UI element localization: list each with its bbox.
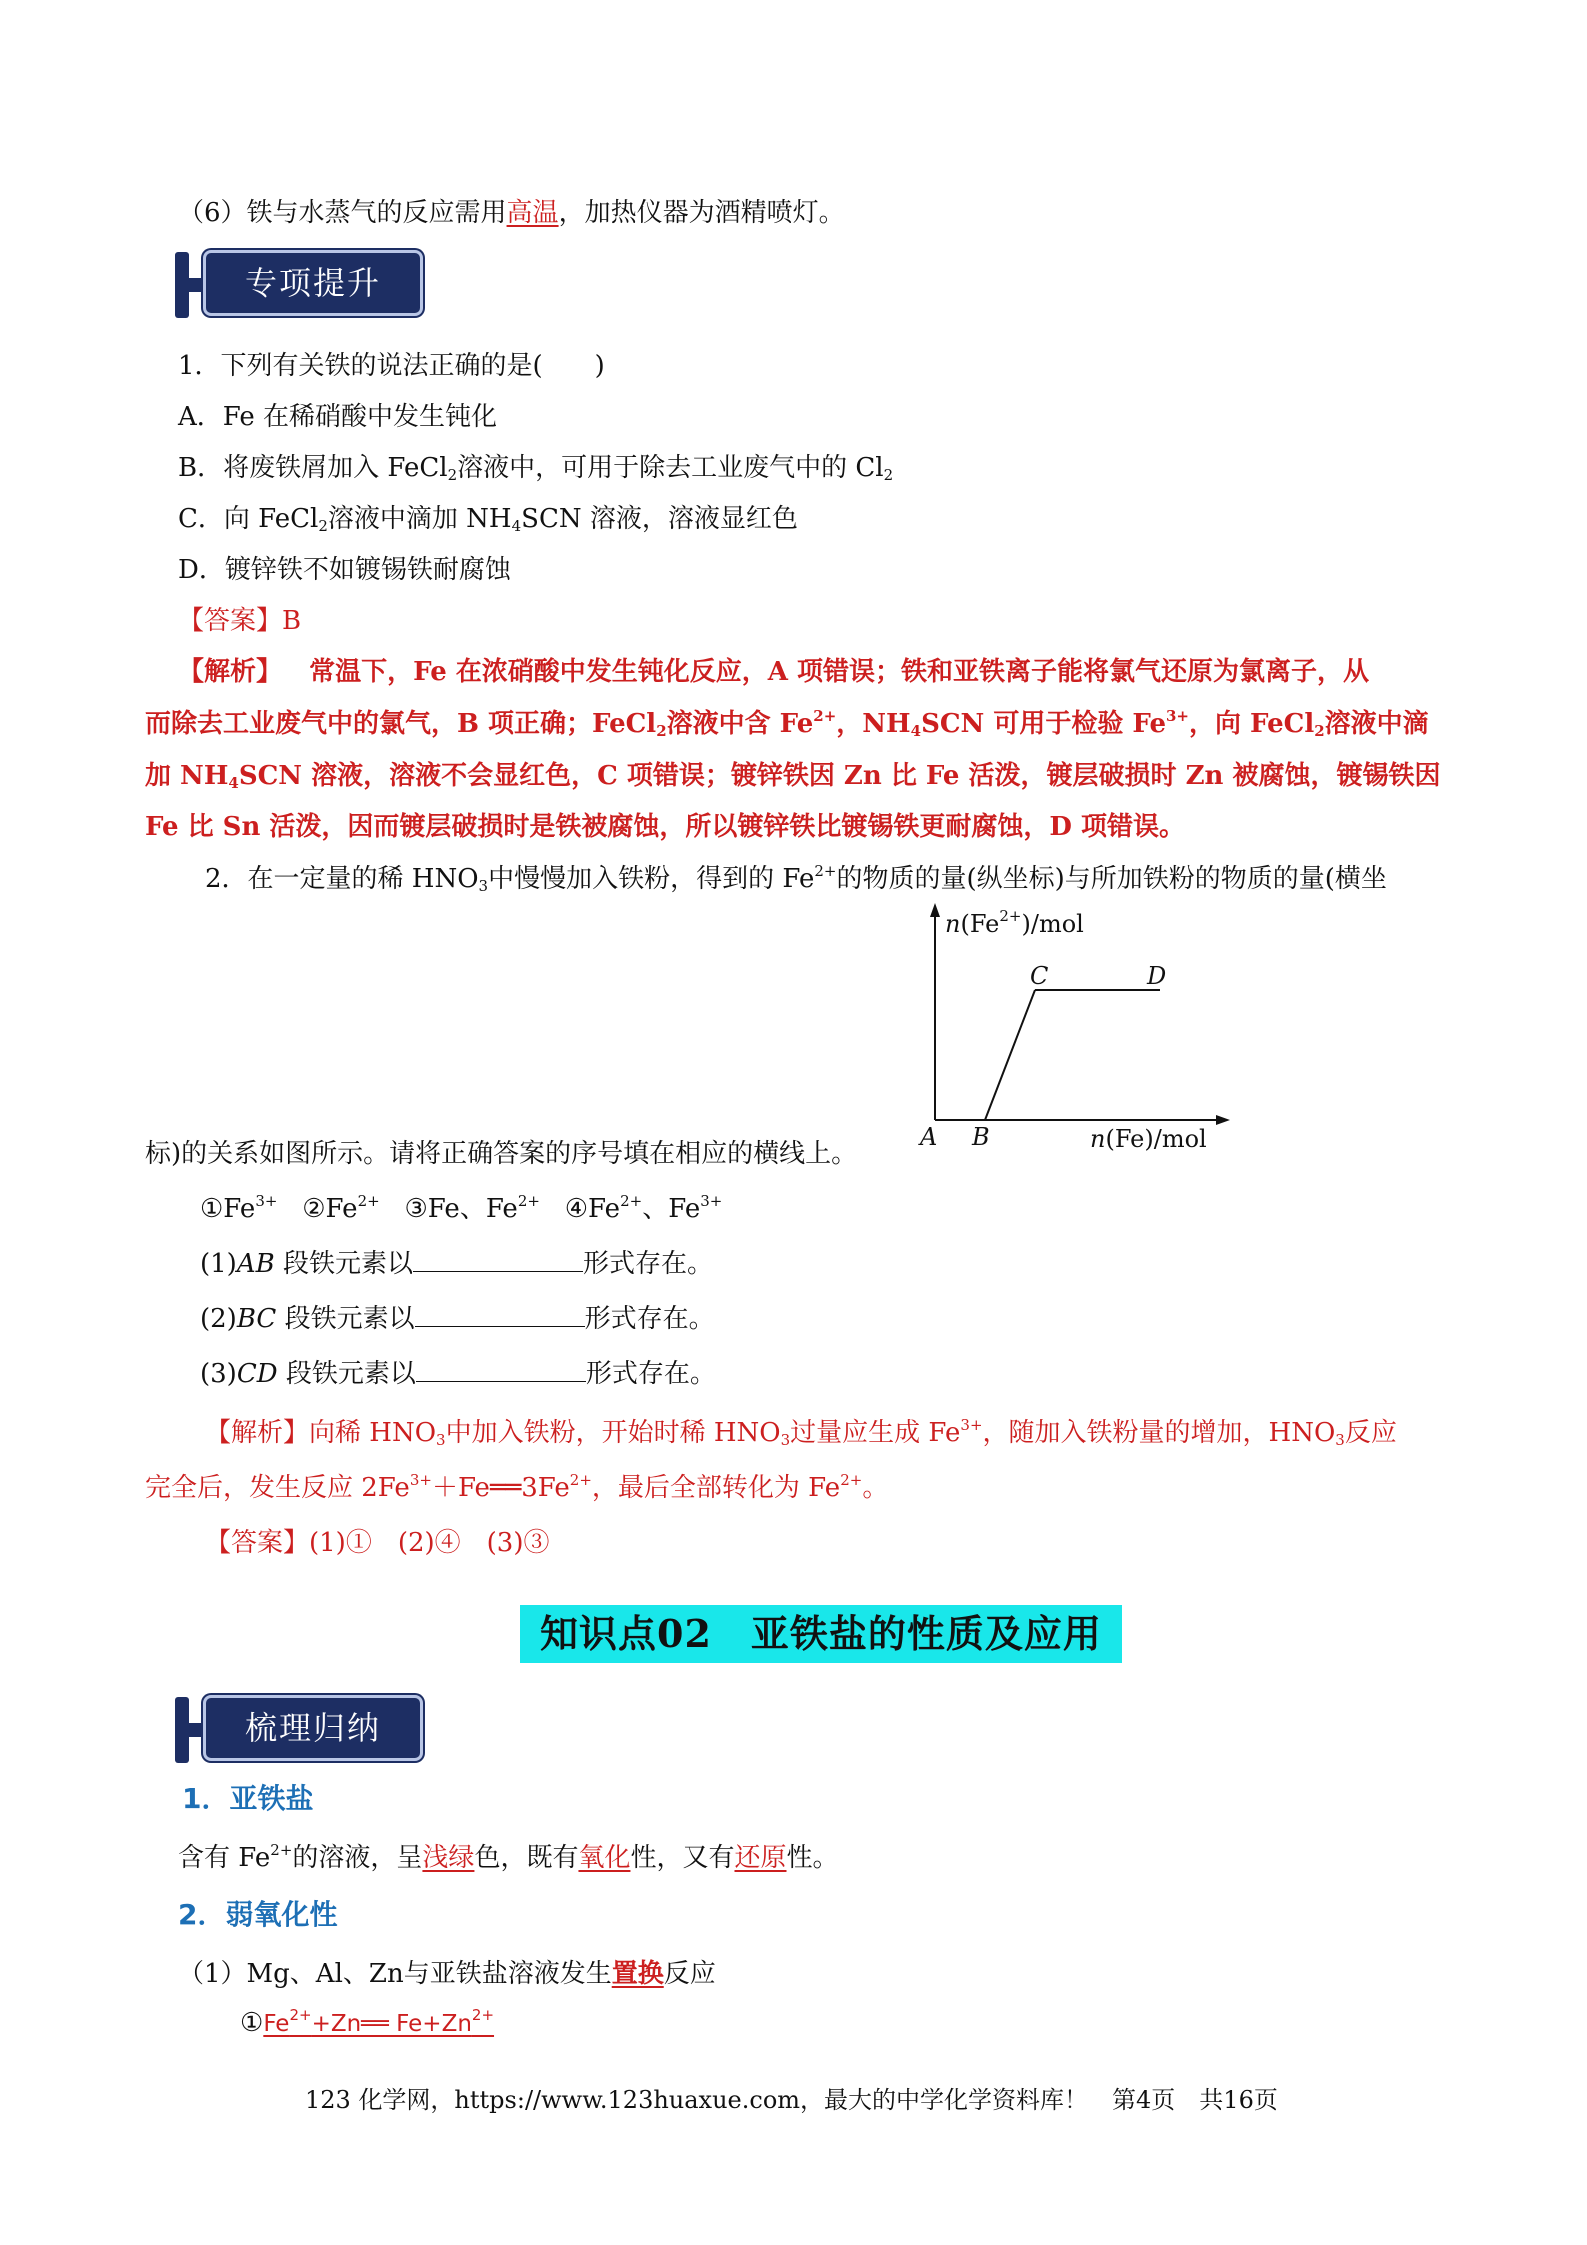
q2-options: $①Fe^{3+}$ $②Fe^{2+}$ ③Fe、$Fe^{2+}$ $④Fe^{2+}$、$Fe^{3+}$ xyxy=(200,1192,723,1224)
q1-answer: 【答案】B xyxy=(178,606,302,636)
q2-sub2: (2)BC 段铁元素以 形式存在。 xyxy=(200,1304,715,1334)
q1-analysis-line3: 加 $NH_4SCN$ 溶液，溶液不会显红色，C 项错误；镀锌铁因 Zn 比 Fe 活泼，镀层破损时 Zn 被腐蚀，镀锡铁因 xyxy=(145,761,1441,792)
q1-analysis-line2: 而除去工业废气中的氯气，B 项正确；FeCl$_2$溶液中含 $Fe^{2+}$，$NH_4SCN$ 可用于检验 $Fe^{3+}$，向 FeCl$_2$溶液中滴 xyxy=(145,707,1429,740)
graph-point-c: C xyxy=(1030,962,1049,990)
section-badge-summary xyxy=(175,1695,430,1765)
q2-analysis-line1: 【解析】向稀 $HNO_3$中加入铁粉，开始时稀 $HNO_3$过量应生成 $Fe^{3+}$，随加入铁粉量的增加，$HNO_3$反应 xyxy=(205,1416,1397,1449)
q1-option-d: D．镀锌铁不如镀锡铁耐腐蚀 xyxy=(178,555,511,585)
page-footer: 123 化学网，https://www.123huaxue.com，最大的中学化学资料库！ 第4页 共16页 xyxy=(305,2086,1278,2114)
q2-analysis-line2: 完全后，发生反应 $2Fe^{3+}+Fe══3Fe^{2+}$，最后全部转化为 $Fe^{2+}$。 xyxy=(145,1471,889,1503)
graph-point-b: B xyxy=(972,1123,990,1151)
answer-blank[interactable] xyxy=(416,1359,586,1382)
q1-stem: 1．下列有关铁的说法正确的是( ) xyxy=(178,351,605,381)
answer-blank[interactable] xyxy=(415,1304,585,1327)
ferrous-salt-desc: 含有 $Fe^{2+}$的溶液，呈浅绿色，既有氧化性，又有还原性。 xyxy=(178,1841,839,1873)
graph-point-a: A xyxy=(920,1123,938,1151)
badge-label: 梳理归纳 xyxy=(244,1709,381,1747)
q1-option-c: C．向 FeCl$_2$溶液中滴加 $NH_4SCN$ 溶液，溶液显红色 xyxy=(178,504,798,535)
q1-option-a: A．Fe 在稀硝酸中发生钝化 xyxy=(178,402,498,432)
graph-point-d: D xyxy=(1147,962,1167,990)
q2-stem-line2: 标)的关系如图所示。请将正确答案的序号填在相应的横线上。 xyxy=(145,1139,858,1169)
section-badge-special xyxy=(175,250,430,320)
badge-label: 专项提升 xyxy=(244,264,381,302)
q1-analysis-line4: Fe 比 Sn 活泼，因而镀层破损时是铁被腐蚀，所以镀锌铁比镀锡铁更耐腐蚀，D 项错误。 xyxy=(145,812,1186,842)
q1-option-b: B．将废铁屑加入 FeCl$_2$溶液中，可用于除去工业废气中的 $Cl_2$ xyxy=(178,453,894,484)
section-heading-weak-oxidation: 2．弱氧化性 xyxy=(178,1898,338,1931)
intro-line: （6）铁与水蒸气的反应需用高温，加热仪器为酒精喷灯。 xyxy=(178,198,845,228)
answer-blank[interactable] xyxy=(413,1249,583,1272)
q2-sub1: (1)AB 段铁元素以 形式存在。 xyxy=(200,1249,714,1279)
q2-answer: 【答案】(1)① (2)④ (3)③ xyxy=(205,1528,550,1558)
knowledge-point-title: 知识点02 亚铁盐的性质及应用 xyxy=(520,1605,1122,1663)
section-heading-ferrous-salt: 1．亚铁盐 xyxy=(182,1782,314,1815)
weak-oxidation-line1: （1）Mg、Al、Zn与亚铁盐溶液发生置换反应 xyxy=(178,1959,716,1989)
q1-analysis-line1: 【解析】 常温下，Fe 在浓硝酸中发生钝化反应，A 项错误；铁和亚铁离子能将氯气还原为氯离子，从 xyxy=(178,657,1370,687)
q2-stem-line1: 2．在一定量的稀 $HNO_3$中慢慢加入铁粉，得到的 $Fe^{2+}$的物质的量(纵坐标)与所加铁粉的物质的量(横坐 xyxy=(205,862,1387,895)
weak-oxidation-equation: $①Fe^{2+}+Zn══$ $Fe+Zn^{2+}$ xyxy=(240,2006,495,2038)
graph-xlabel: n(Fe)/mol xyxy=(1090,1125,1207,1153)
graph-ylabel: $n(Fe^{2+})$/mol xyxy=(945,907,1084,938)
q2-sub3: (3)CD 段铁元素以 形式存在。 xyxy=(200,1359,716,1389)
